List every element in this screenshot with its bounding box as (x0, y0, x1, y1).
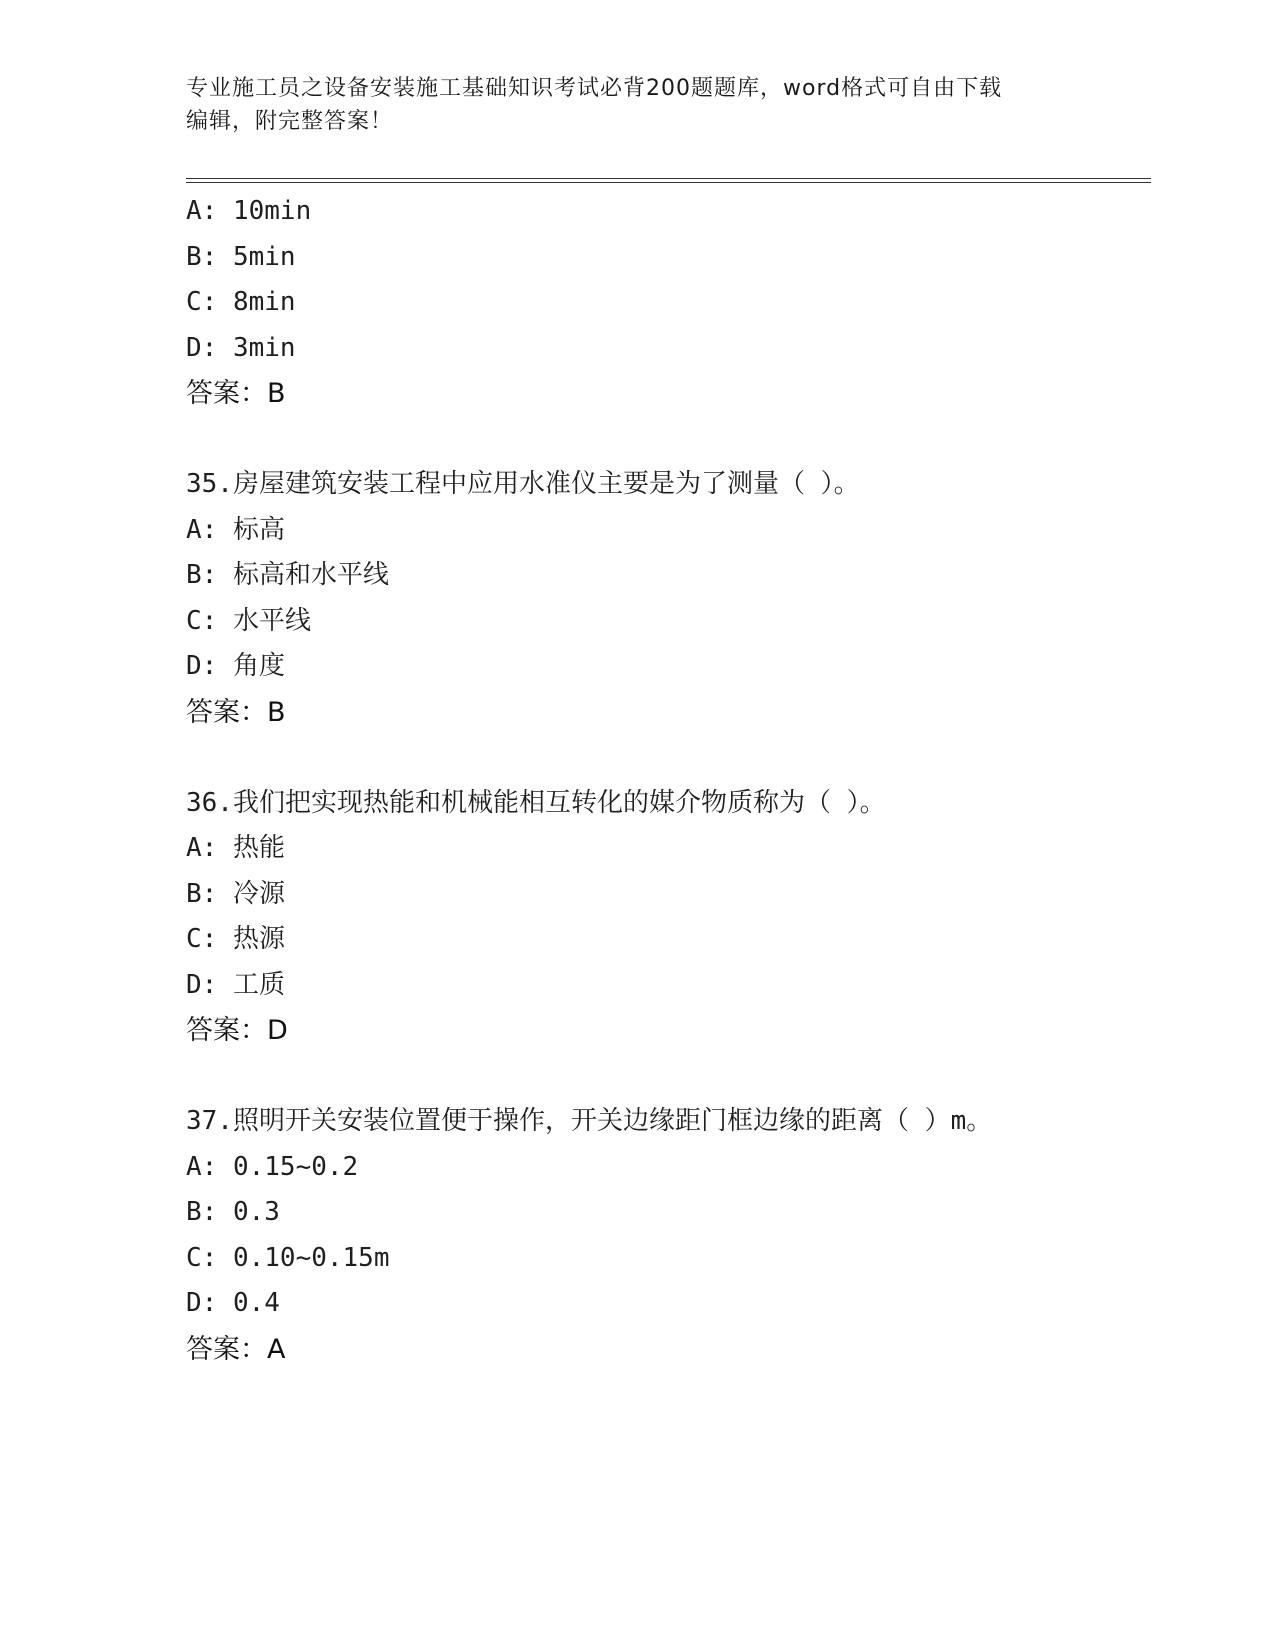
option-a: A: 标高 (186, 514, 285, 545)
document-title (186, 72, 1086, 138)
option-c: C: 热源 (186, 924, 285, 954)
option-c: C: 8min (186, 287, 296, 317)
option-d: D: 角度 (186, 651, 285, 681)
question-block-36 (186, 781, 1151, 1055)
question-text: 36.我们把实现热能和机械能相互转化的媒介物质称为（ ）。 (186, 787, 886, 818)
question-text: 35.房屋建筑安装工程中应用水准仪主要是为了测量（ ）。 (186, 469, 860, 499)
option-d: D: 0.4 (186, 1288, 280, 1318)
title-line-2: 编辑，附完整答案！ (186, 109, 394, 134)
option-c: C: 0.10~0.15m (186, 1242, 390, 1273)
question-text: 37.照明开关安装位置便于操作，开关边缘距门框边缘的距离（ ）m。 (186, 1106, 993, 1136)
title-line-1: 专业施工员之设备安装施工基础知识考试必背200题题库，word格式可自由下载 (186, 76, 1003, 101)
option-b: B: 标高和水平线 (186, 560, 389, 590)
question-block-34 (186, 189, 1151, 417)
answer-line: 答案：A (186, 1333, 286, 1365)
option-a: A: 热能 (186, 833, 285, 863)
option-d: D: 3min (186, 332, 296, 363)
answer-line: 答案：D (186, 1015, 288, 1046)
answer-line: 答案：B (186, 696, 286, 728)
question-block-35 (186, 462, 1151, 736)
option-b: B: 冷源 (186, 878, 285, 909)
option-b: B: 0.3 (186, 1197, 280, 1227)
header-divider-top (186, 178, 1151, 179)
option-d: D: 工质 (186, 969, 285, 1000)
option-c: C: 水平线 (186, 605, 311, 636)
header-divider-bottom (186, 182, 1151, 183)
question-block-37 (186, 1099, 1151, 1373)
answer-line: 答案：B (186, 378, 286, 409)
option-a: A: 10min (186, 196, 312, 226)
option-a: A: 0.15~0.2 (186, 1151, 359, 1182)
option-b: B: 5min (186, 241, 296, 272)
question-list (186, 189, 1151, 1373)
